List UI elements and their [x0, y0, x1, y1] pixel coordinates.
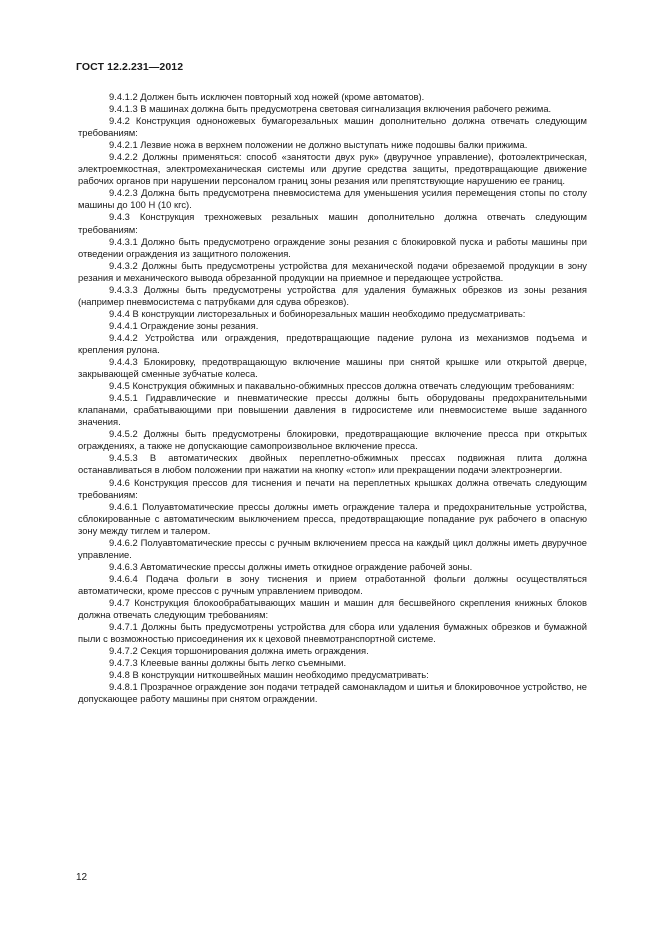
paragraph: 9.4.2.2 Должны применяться: способ «занятости двух рук» (двуручное управление), фотоэлектрическая, электроемкостная, электромеханическая системы или другие средства защиты, предотвращающие движение рабочих органов при нарушении персоналом границ зоны резания или препятствующие нарушению ее границ. — [78, 151, 587, 187]
paragraph: 9.4.2.3 Должна быть предусмотрена пневмосистема для уменьшения усилия перемещения стопы по столу машины до 100 Н (10 кгс). — [78, 187, 587, 211]
paragraph: 9.4.6.1 Полуавтоматические прессы должны иметь ограждение талера и предохранительные устройства, сблокированные с автоматическим выключением пресса, предотвращающие попадание рук рабочего в опасную зону между тиглем и талером. — [78, 500, 587, 536]
paragraph: 9.4.4.1 Ограждение зоны резания. — [109, 319, 259, 331]
paragraph: 9.4.3.1 Должно быть предусмотрено ограждение зоны резания с блокировкой пуска и работы машины при отведении ограждения из защитного положения. — [78, 235, 587, 259]
paragraph: 9.4.8.1 Прозрачное ограждение зон подачи тетрадей самонакладом и шитья и блокировочное устройство, не допускающее работу машины при снятом ограждении. — [78, 681, 587, 705]
paragraph: 9.4.6 Конструкция прессов для тиснения и печати на переплетных крышках должна отвечать следующим требованиям: — [78, 476, 587, 500]
paragraph: 9.4.7.3 Клеевые ванны должны быть легко съемными. — [109, 657, 347, 669]
paragraph: 9.4.4.2 Устройства или ограждения, предотвращающие падение рулона из механизмов подъема и крепления рулона. — [78, 331, 587, 355]
paragraph: 9.4.3 Конструкция трехножевых резальных машин дополнительно должна отвечать следующим требованиям: — [78, 211, 587, 235]
paragraph: 9.4.5 Конструкция обжимных и пакавально-обжимных прессов должна отвечать следующим требованиям: — [109, 380, 575, 392]
paragraph: 9.4.7.2 Секция торшонирования должна иметь ограждения. — [109, 645, 369, 657]
document-header: ГОСТ 12.2.231—2012 — [76, 61, 184, 73]
paragraph: 9.4.4.3 Блокировку, предотвращающую включение машины при снятой крышке или открытой дверце, закрывающей сменные зубчатые колеса. — [78, 356, 587, 380]
page-number: 12 — [76, 872, 88, 883]
paragraph: 9.4.5.2 Должны быть предусмотрены блокировки, предотвращающие включение пресса при открытых ограждениях, а также не допускающие самопроизвольное включение пресса. — [78, 428, 587, 452]
document-body — [78, 91, 587, 705]
paragraph: 9.4.5.1 Гидравлические и пневматические прессы должны быть оборудованы предохранительными клапанами, срабатывающими при повышении давления в гидросистеме или пневмосистеме выше заданного значения. — [78, 392, 587, 428]
paragraph: 9.4.6.3 Автоматические прессы должны иметь откидное ограждение рабочей зоны. — [109, 560, 473, 572]
paragraph: 9.4.1.3 В машинах должна быть предусмотрена световая сигнализация включения рабочего режима. — [109, 103, 552, 115]
paragraph: 9.4.6.4 Подача фольги в зону тиснения и прием отработанной фольги должны осуществляться автоматически, кроме прессов с ручным управлением приводом. — [78, 572, 587, 596]
paragraph: 9.4.3.3 Должны быть предусмотрены устройства для удаления бумажных обрезков из зоны резания (например пневмосистема с патрубками для сдува обрезков). — [78, 283, 587, 307]
paragraph: 9.4.2.1 Лезвие ножа в верхнем положении не должно выступать ниже подошвы балки прижима. — [109, 139, 528, 151]
paragraph: 9.4.2 Конструкция одноножевых бумагорезальных машин дополнительно должна отвечать следующим требованиям: — [78, 115, 587, 139]
paragraph: 9.4.4 В конструкции листорезальных и бобинорезальных машин необходимо предусматривать: — [109, 307, 526, 319]
paragraph: 9.4.3.2 Должны быть предусмотрены устройства для механической подачи обрезаемой продукции в зону резания и механического вывода обрезанной продукции на приемное и передающее устройства. — [78, 259, 587, 283]
paragraph: 9.4.7.1 Должны быть предусмотрены устройства для сбора или удаления бумажных обрезков и бумажной пыли с возможностью присоединения их к цеховой пневмотранспортной системе. — [78, 621, 587, 645]
paragraph: 9.4.5.3 В автоматических двойных переплетно-обжимных прессах подвижная плита должна останавливаться в любом положении при нажатии на кнопку «стоп» или прекращении подачи электроэнергии. — [78, 452, 587, 476]
paragraph: 9.4.7 Конструкция блокообрабатывающих машин и машин для бесшвейного скрепления книжных блоков должна отвечать следующим требованиям: — [78, 596, 587, 621]
paragraph: 9.4.6.2 Полуавтоматические прессы с ручным включением пресса на каждый цикл должны иметь двуручное управление. — [78, 536, 587, 560]
paragraph: 9.4.8 В конструкции ниткошвейных машин необходимо предусматривать: — [109, 669, 429, 681]
paragraph: 9.4.1.2 Должен быть исключен повторный ход ножей (кроме автоматов). — [109, 91, 425, 102]
